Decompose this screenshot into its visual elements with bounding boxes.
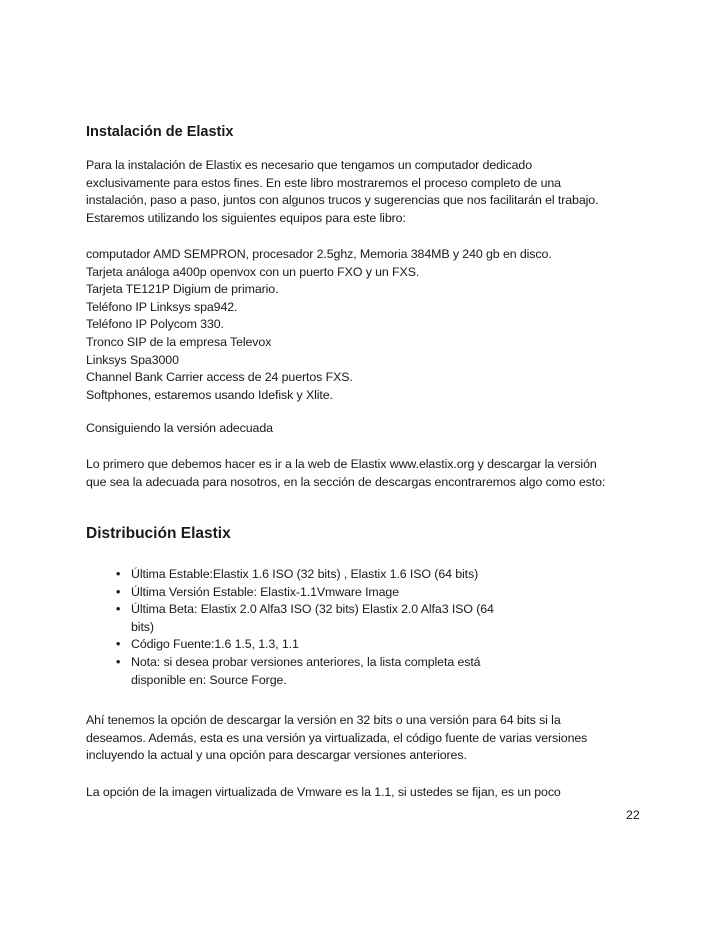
equipment-item: Tronco SIP de la empresa Televox: [86, 334, 272, 349]
bullet-text-continued: disponible en: Source Forge.: [131, 672, 287, 687]
bullet-item: [86, 654, 646, 689]
intro-paragraph: [86, 157, 646, 227]
bullet-item: [86, 601, 646, 636]
equipment-item: Linksys Spa3000: [86, 352, 179, 367]
text-line: Para la instalación de Elastix es necesario que tengamos un computador dedicado: [86, 158, 533, 172]
options-paragraph: [86, 712, 646, 765]
text-line: instalación, paso a paso, juntos con algunos trucos y sugerencias que nos facilitarán el trabajo.: [86, 193, 599, 208]
bullet-item: [86, 566, 646, 584]
bullet-icon: •: [116, 567, 121, 581]
text-line: Estaremos utilizando los siguientes equipos para este libro:: [86, 210, 406, 225]
bullet-icon: •: [116, 602, 121, 617]
section-heading-instalacion: Instalación de Elastix: [86, 124, 234, 140]
bullet-icon: •: [116, 584, 121, 599]
section-heading-distribucion: Distribución Elastix: [86, 525, 231, 542]
text-line: exclusivamente para estos fines. En este libro mostraremos el proceso completo de una: [86, 175, 561, 190]
bullet-text: Última Estable:Elastix 1.6 ISO (32 bits) , Elastix 1.6 ISO (64 bits): [131, 567, 479, 581]
equipment-item: Softphones, estaremos usando Idefisk y Xlite.: [86, 387, 333, 402]
equipment-item: Teléfono IP Polycom 330.: [86, 317, 224, 332]
equipment-item: Teléfono IP Linksys spa942.: [86, 299, 238, 314]
bullet-text: Última Beta: Elastix 2.0 Alfa3 ISO (32 bits) Elastix 2.0 Alfa3 ISO (64: [131, 602, 494, 617]
bullet-icon: •: [116, 637, 121, 652]
equipment-item: Tarjeta TE121P Digium de primario.: [86, 282, 279, 297]
download-paragraph: [86, 456, 646, 491]
text-line: que sea la adecuada para nosotros, en la sección de descargas encontraremos algo como esto:: [86, 474, 606, 489]
text-line: Lo primero que debemos hacer es ir a la web de Elastix www.elastix.org y descargar la versión: [86, 457, 597, 471]
bullet-text: Nota: si desea probar versiones anteriores, la lista completa está: [131, 654, 481, 669]
text-line: La opción de la imagen virtualizada de Vmware es la 1.1, si ustedes se fijan, es un poco: [86, 785, 561, 799]
subtitle-text: [86, 420, 646, 438]
bullet-item: [86, 636, 646, 654]
bullet-item: [86, 584, 646, 602]
text-line: Ahí tenemos la opción de descargar la versión en 32 bits o una versión para 64 bits si la: [86, 713, 561, 727]
equipment-list: [86, 246, 646, 404]
bullet-text-continued: bits): [131, 619, 154, 634]
equipment-item: Tarjeta análoga a400p openvox con un puerto FXO y un FXS.: [86, 264, 420, 279]
distribution-bullet-list: [86, 566, 646, 689]
text-line: deseamos. Además, esta es una versión ya virtualizada, el código fuente de varias versiones: [86, 730, 588, 745]
vmware-paragraph: [86, 784, 646, 802]
equipment-item: computador AMD SEMPRON, procesador 2.5ghz, Memoria 384MB y 240 gb en disco.: [86, 247, 552, 261]
equipment-item: Channel Bank Carrier access de 24 puertos FXS.: [86, 370, 353, 385]
page-number: 22: [626, 808, 640, 822]
bullet-icon: •: [116, 654, 121, 669]
subtitle: Consiguiendo la versión adecuada: [86, 421, 273, 435]
bullet-text: Código Fuente:1.6 1.5, 1.3, 1.1: [131, 637, 299, 652]
bullet-text: Última Versión Estable: Elastix-1.1Vmware Image: [131, 584, 400, 599]
text-line: incluyendo la actual y una opción para descargar versiones anteriores.: [86, 748, 467, 763]
